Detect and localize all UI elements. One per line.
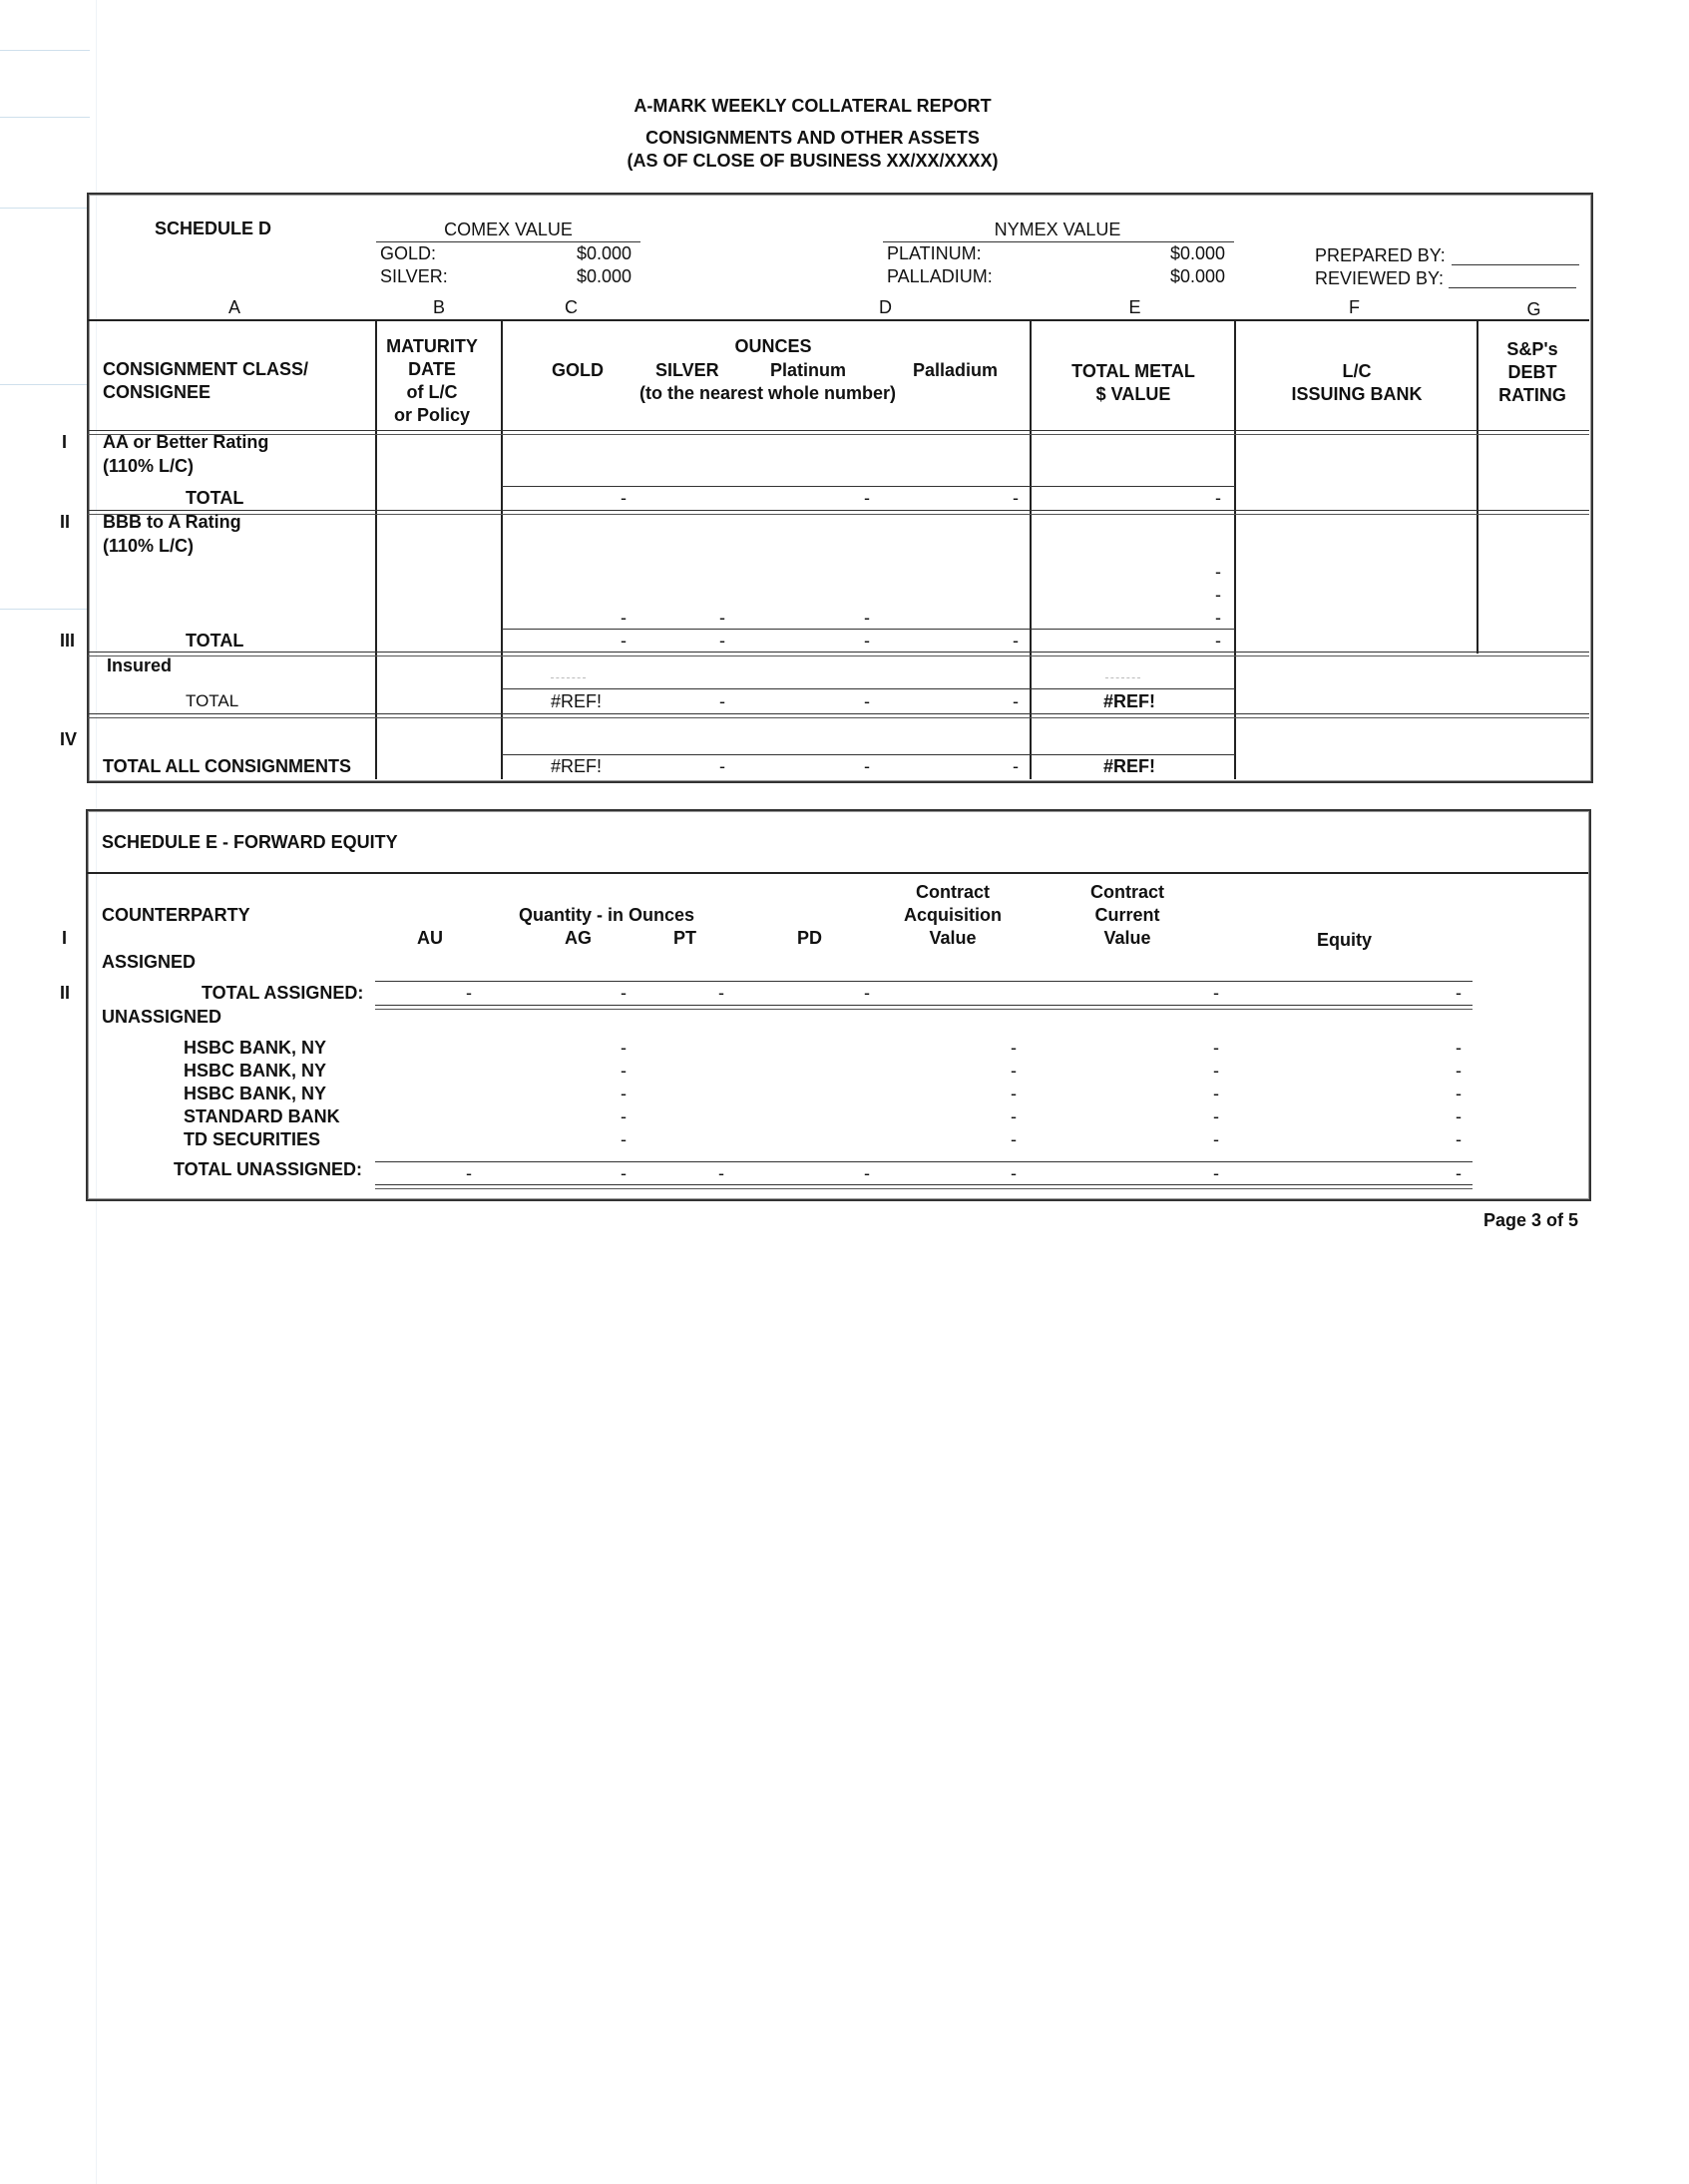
subtotal-line	[502, 688, 1235, 689]
platinum-cell: -	[864, 608, 870, 628]
divider	[88, 713, 1589, 718]
palladium-total: -	[1013, 631, 1019, 651]
col-header-maturity: or Policy	[393, 405, 471, 425]
col-header-counterparty: COUNTERPARTY	[102, 905, 250, 925]
column-letter: A	[227, 297, 240, 317]
equity-total: -	[1456, 983, 1462, 1003]
schedule-e-title: SCHEDULE E - FORWARD EQUITY	[102, 832, 398, 852]
col-header-quantity: Quantity - in Ounces	[519, 905, 695, 925]
platinum-total: -	[864, 756, 870, 776]
acquisition-cell: -	[1011, 1038, 1017, 1058]
comex-silver-label: SILVER:	[380, 266, 448, 286]
total-unassigned-label: TOTAL UNASSIGNED:	[174, 1159, 363, 1179]
acquisition-cell: -	[1011, 1061, 1017, 1081]
double-underline	[375, 1005, 1473, 1010]
counterparty-name: HSBC BANK, NY	[184, 1084, 327, 1103]
acquisition-cell: -	[1011, 1106, 1017, 1126]
column-letter: F	[1349, 297, 1360, 317]
ag-cell: -	[621, 1084, 627, 1103]
au-total: -	[466, 983, 472, 1003]
col-header-consignee: CONSIGNMENT CLASS/	[103, 359, 309, 379]
ag-cell: -	[621, 1106, 627, 1126]
pd-total: -	[864, 983, 870, 1003]
col-header-sp-rating: S&P's	[1506, 339, 1558, 359]
ag-cell: -	[621, 1061, 627, 1081]
divider	[87, 872, 1588, 874]
subtotal-line	[502, 629, 1235, 630]
reviewed-by-label: REVIEWED BY:	[1315, 268, 1445, 288]
current-total: -	[1213, 1163, 1219, 1183]
row-numeral: II	[60, 983, 71, 1003]
divider	[88, 430, 1589, 435]
total-label: TOTAL	[186, 488, 244, 508]
comex-gold-label: GOLD:	[380, 243, 437, 263]
row-numeral: III	[60, 631, 76, 651]
ag-total: -	[621, 983, 627, 1003]
counterparty-name: TD SECURITIES	[184, 1129, 321, 1149]
double-underline	[375, 1184, 1473, 1189]
ag-cell: -	[621, 1038, 627, 1058]
col-header-total-metal: TOTAL METAL	[1071, 361, 1195, 381]
column-letter: D	[879, 297, 892, 317]
schedule-d-title: SCHEDULE D	[155, 218, 272, 238]
counterparty-name: HSBC BANK, NY	[184, 1061, 327, 1081]
column-letter: C	[565, 297, 578, 317]
total-label: TOTAL	[186, 631, 244, 651]
value-cell: -	[1215, 562, 1221, 582]
class-label: BBB to A Rating	[103, 512, 241, 532]
divider	[376, 241, 640, 242]
col-header-au: AU	[417, 928, 443, 948]
col-header-equity: Equity	[1317, 930, 1373, 950]
ag-cell: -	[621, 1129, 627, 1149]
col-header-pd: PD	[797, 928, 823, 948]
platinum-total: -	[864, 631, 870, 651]
class-label: (110% L/C)	[103, 536, 195, 556]
prepared-by-label: PREPARED BY:	[1315, 245, 1446, 265]
col-header-ag: AG	[565, 928, 592, 948]
class-label: (110% L/C)	[103, 456, 195, 476]
prepared-by-field[interactable]	[1452, 264, 1579, 265]
value-total: #REF!	[1103, 756, 1156, 776]
column-divider	[501, 319, 503, 779]
col-header-maturity: of L/C	[406, 382, 458, 402]
column-letter: G	[1526, 299, 1541, 319]
col-header-lc-bank: L/C	[1342, 361, 1372, 381]
total-assigned-label: TOTAL ASSIGNED:	[202, 983, 364, 1003]
current-total: -	[1213, 983, 1219, 1003]
total-all-label: TOTAL ALL CONSIGNMENTS	[103, 756, 352, 776]
value-total: #REF!	[1103, 691, 1156, 711]
value-cell: -	[1215, 585, 1221, 605]
page-number: Page 3 of 5	[1482, 1210, 1578, 1230]
equity-cell: -	[1456, 1084, 1462, 1103]
scan-artifact	[0, 609, 90, 610]
row-numeral: IV	[60, 729, 78, 749]
col-header-acquisition: Value	[929, 928, 977, 948]
col-header-acquisition: Contract	[915, 882, 990, 902]
nymex-platinum-label: PLATINUM:	[887, 243, 982, 263]
scan-artifact	[0, 50, 90, 51]
col-header-palladium: Palladium	[913, 360, 999, 380]
report-title: A-MARK WEEKLY COLLATERAL REPORT	[633, 96, 992, 116]
counterparty-name: HSBC BANK, NY	[184, 1038, 327, 1058]
value-cell: -	[1215, 608, 1221, 628]
pd-total: -	[864, 1163, 870, 1183]
current-cell: -	[1213, 1084, 1219, 1103]
current-cell: -	[1213, 1038, 1219, 1058]
report-as-of: (AS OF CLOSE OF BUSINESS XX/XX/XXXX)	[627, 151, 999, 171]
col-header-sp-rating: DEBT	[1507, 362, 1557, 382]
subtotal-line	[502, 754, 1235, 755]
col-header-total-metal: $ VALUE	[1095, 384, 1171, 404]
divider	[883, 241, 1234, 242]
silver-total: -	[719, 691, 725, 711]
row-numeral: II	[60, 512, 71, 532]
silver-cell: -	[719, 608, 725, 628]
comex-gold-value: $0.000	[576, 243, 632, 263]
current-cell: -	[1213, 1061, 1219, 1081]
gold-total: #REF!	[551, 756, 603, 776]
col-header-ounces: OUNCES	[734, 336, 812, 356]
equity-cell: -	[1456, 1038, 1462, 1058]
platinum-total: -	[864, 488, 870, 508]
value-total: -	[1215, 631, 1221, 651]
acquisition-cell: -	[1011, 1084, 1017, 1103]
col-header-current: Current	[1094, 905, 1160, 925]
col-header-lc-bank: ISSUING BANK	[1291, 384, 1423, 404]
pt-total: -	[718, 1163, 724, 1183]
subtotal-line	[375, 981, 1473, 982]
col-header-platinum: Platinum	[770, 360, 847, 380]
counterparty-name: STANDARD BANK	[184, 1106, 340, 1126]
col-header-silver: SILVER	[655, 360, 719, 380]
palladium-total: -	[1013, 756, 1019, 776]
col-header-current: Value	[1103, 928, 1151, 948]
col-header-maturity: DATE	[408, 359, 456, 379]
equity-cell: -	[1456, 1061, 1462, 1081]
current-cell: -	[1213, 1129, 1219, 1149]
column-divider	[1234, 319, 1236, 779]
col-header-current: Contract	[1089, 882, 1164, 902]
row-numeral: I	[62, 928, 68, 948]
platinum-total: -	[864, 691, 870, 711]
subtotal-line	[375, 1161, 1473, 1162]
equity-cell: -	[1456, 1129, 1462, 1149]
scan-artifact	[0, 208, 90, 209]
acquisition-cell: -	[1011, 1129, 1017, 1149]
total-label: TOTAL	[186, 691, 239, 710]
faint-mark	[1105, 677, 1140, 678]
divider	[88, 652, 1589, 656]
nymex-palladium-value: $0.000	[1169, 266, 1225, 286]
nymex-platinum-value: $0.000	[1169, 243, 1225, 263]
palladium-total: -	[1013, 691, 1019, 711]
reviewed-by-field[interactable]	[1449, 287, 1576, 288]
report-subtitle: CONSIGNMENTS AND OTHER ASSETS	[645, 128, 980, 148]
gold-total: -	[621, 488, 627, 508]
silver-total: -	[719, 756, 725, 776]
pt-total: -	[718, 983, 724, 1003]
scan-artifact	[0, 384, 90, 385]
col-header-consignee: CONSIGNEE	[103, 382, 211, 402]
comex-silver-value: $0.000	[576, 266, 632, 286]
gold-cell: -	[621, 608, 627, 628]
column-letter: E	[1128, 297, 1141, 317]
section-label-unassigned: UNASSIGNED	[102, 1007, 222, 1027]
gold-total: -	[621, 631, 627, 651]
scan-artifact	[0, 117, 90, 118]
gold-total: #REF!	[551, 691, 603, 711]
class-label: AA or Better Rating	[103, 432, 269, 452]
column-letter: B	[432, 297, 445, 317]
column-divider	[1030, 319, 1032, 779]
acquisition-total: -	[1011, 1163, 1017, 1183]
col-header-sp-rating: RATING	[1498, 385, 1566, 405]
col-header-pt: PT	[673, 928, 697, 948]
col-header-ounces-note: (to the nearest whole number)	[639, 383, 897, 403]
col-header-gold: GOLD	[552, 360, 604, 380]
equity-total: -	[1456, 1163, 1462, 1183]
comex-label: COMEX VALUE	[444, 219, 573, 239]
nymex-palladium-label: PALLADIUM:	[887, 266, 993, 286]
section-label-assigned: ASSIGNED	[102, 952, 197, 972]
class-label: Insured	[107, 655, 173, 675]
palladium-total: -	[1013, 488, 1019, 508]
current-cell: -	[1213, 1106, 1219, 1126]
row-numeral: I	[62, 432, 68, 452]
equity-cell: -	[1456, 1106, 1462, 1126]
divider	[88, 319, 1589, 321]
col-header-maturity: MATURITY	[386, 336, 478, 356]
divider	[88, 510, 1589, 515]
au-total: -	[466, 1163, 472, 1183]
faint-mark	[551, 677, 586, 678]
value-total: -	[1215, 488, 1221, 508]
silver-total: -	[719, 631, 725, 651]
ag-total: -	[621, 1163, 627, 1183]
nymex-label: NYMEX VALUE	[994, 219, 1121, 239]
col-header-acquisition: Acquisition	[904, 905, 1002, 925]
subtotal-line	[502, 486, 1235, 487]
